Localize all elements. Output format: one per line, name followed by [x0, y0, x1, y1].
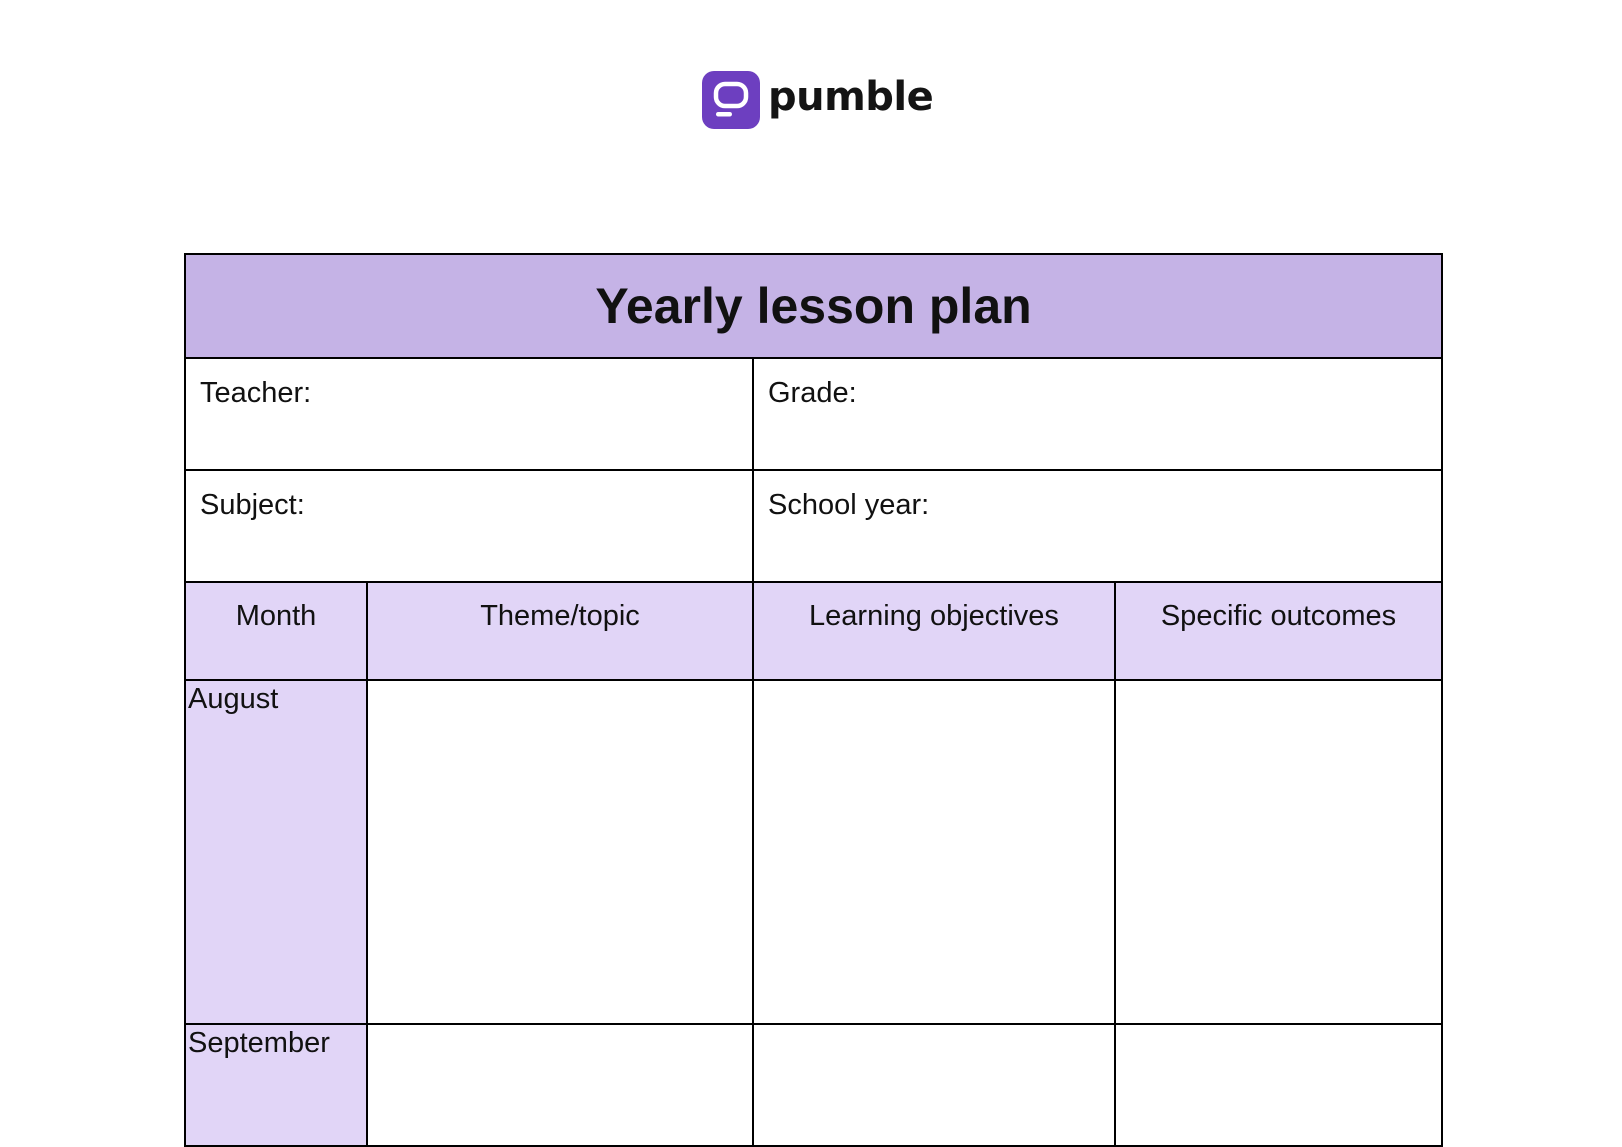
theme-cell[interactable]	[367, 1024, 753, 1146]
page-title: Yearly lesson plan	[185, 254, 1442, 358]
month-cell	[185, 680, 367, 1024]
month-label: September	[188, 1027, 330, 1059]
logo-wordmark: pumble	[768, 74, 934, 120]
title-row	[185, 254, 1442, 358]
objectives-cell[interactable]	[753, 1024, 1115, 1146]
column-header-label: Learning objectives	[809, 600, 1059, 632]
subject-field[interactable]	[185, 470, 753, 582]
info-row-teacher-grade	[185, 358, 1442, 470]
column-header-row	[185, 582, 1442, 680]
subject-label: Subject:	[200, 489, 305, 521]
teacher-label: Teacher:	[200, 377, 312, 409]
outcomes-cell[interactable]	[1115, 1024, 1442, 1146]
column-header-outcomes	[1115, 582, 1442, 680]
table-row	[185, 1024, 1442, 1146]
column-header-label: Month	[235, 600, 317, 632]
outcomes-cell[interactable]	[1115, 680, 1442, 1024]
pumble-logo	[702, 70, 933, 130]
info-row-subject-year	[185, 470, 1442, 582]
theme-cell[interactable]	[367, 680, 753, 1024]
month-cell	[185, 1024, 367, 1146]
school-year-label: School year:	[768, 489, 930, 521]
column-header-label: Theme/topic	[480, 600, 640, 632]
pumble-chat-bubble-icon	[702, 71, 760, 129]
lesson-plan-table	[184, 253, 1443, 1147]
teacher-field[interactable]	[185, 358, 753, 470]
month-label: August	[188, 683, 279, 715]
objectives-cell[interactable]	[753, 680, 1115, 1024]
grade-label: Grade:	[768, 377, 857, 409]
column-header-label: Specific outcomes	[1160, 600, 1397, 632]
column-header-theme	[367, 582, 753, 680]
school-year-field[interactable]	[753, 470, 1442, 582]
table-row	[185, 680, 1442, 1024]
grade-field[interactable]	[753, 358, 1442, 470]
column-header-month	[185, 582, 367, 680]
column-header-objectives	[753, 582, 1115, 680]
